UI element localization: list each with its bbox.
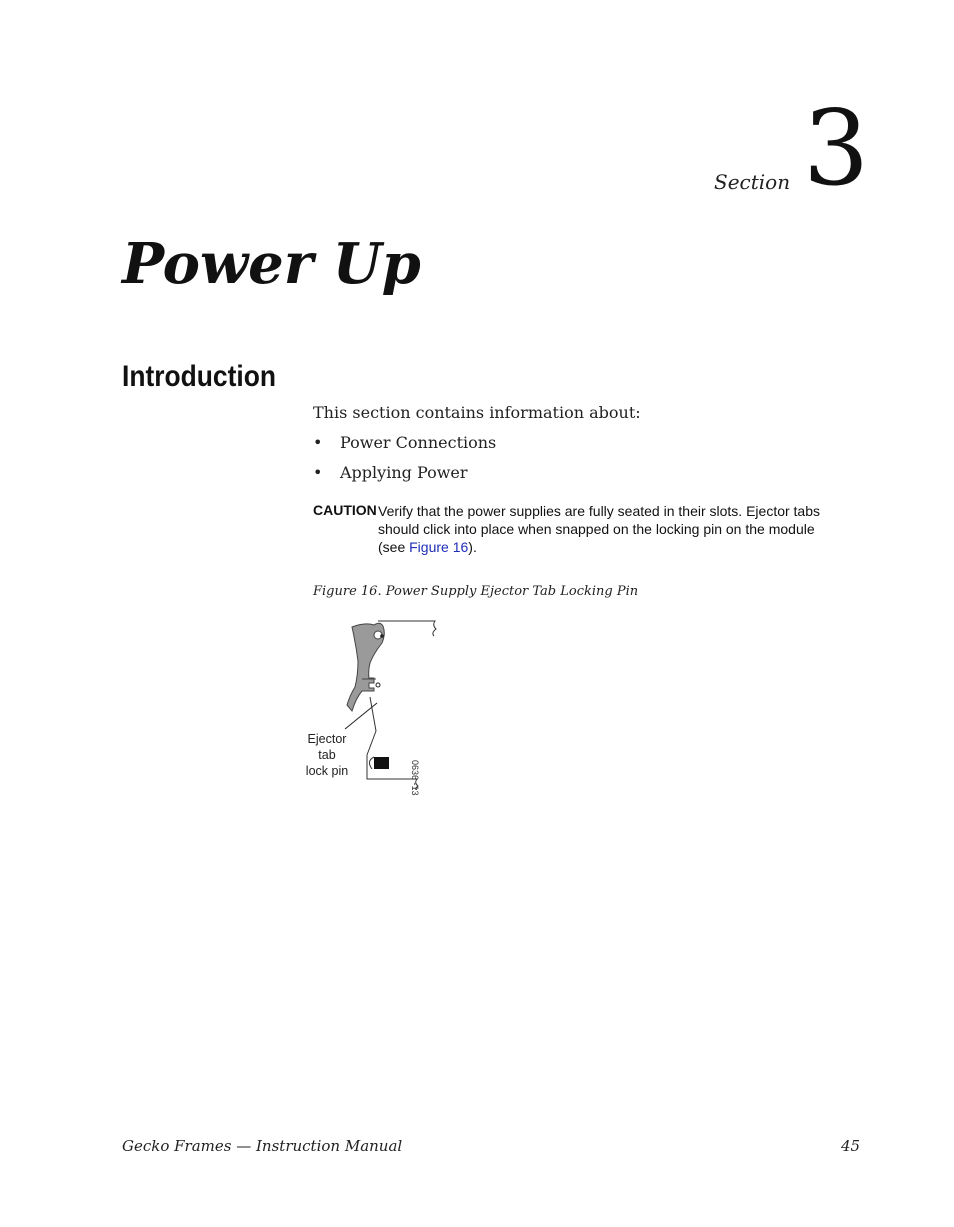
- lock-pin: [374, 757, 389, 769]
- ejector-rivet: [380, 634, 384, 638]
- ejector-callout-label: [297, 731, 357, 779]
- figure-16-link[interactable]: Figure 16: [409, 539, 469, 555]
- module-outline-top: [378, 621, 436, 636]
- chapter-title: Power Up: [122, 231, 421, 297]
- bullet-icon: •: [313, 463, 323, 482]
- introduction-heading: Introduction: [122, 360, 276, 393]
- pivot-pin: [376, 683, 380, 687]
- figure-id: 0636 -13: [410, 760, 420, 796]
- topic-list: [313, 433, 496, 493]
- footer-title: Gecko Frames — Instruction Manual: [122, 1137, 403, 1155]
- callout-line-1: Ejector: [307, 732, 347, 746]
- caution-text-end: ).: [468, 539, 477, 555]
- intro-paragraph: This section contains information about:: [313, 403, 641, 422]
- list-item-label: Power Connections: [340, 433, 497, 452]
- section-number: 3: [803, 87, 870, 209]
- section-label: Section: [714, 170, 791, 194]
- callout-line-3: lock pin: [305, 764, 349, 778]
- list-item: [313, 463, 496, 493]
- list-item-label: Applying Power: [340, 463, 468, 482]
- list-item: [313, 433, 496, 463]
- callout-line-2: tab: [318, 748, 336, 762]
- caution-text: [378, 502, 838, 556]
- page-number: 45: [841, 1137, 861, 1155]
- caution-label: CAUTION: [313, 502, 377, 518]
- caution-text-start: Verify that the power supplies are fully seated in their slots. Ejector tabs should click into place when snapped on the locking pin on the module (see: [378, 503, 821, 555]
- bullet-icon: •: [313, 433, 323, 452]
- figure-caption: Figure 16. Power Supply Ejector Tab Locking Pin: [313, 584, 639, 599]
- lock-pin-loop: [369, 757, 374, 769]
